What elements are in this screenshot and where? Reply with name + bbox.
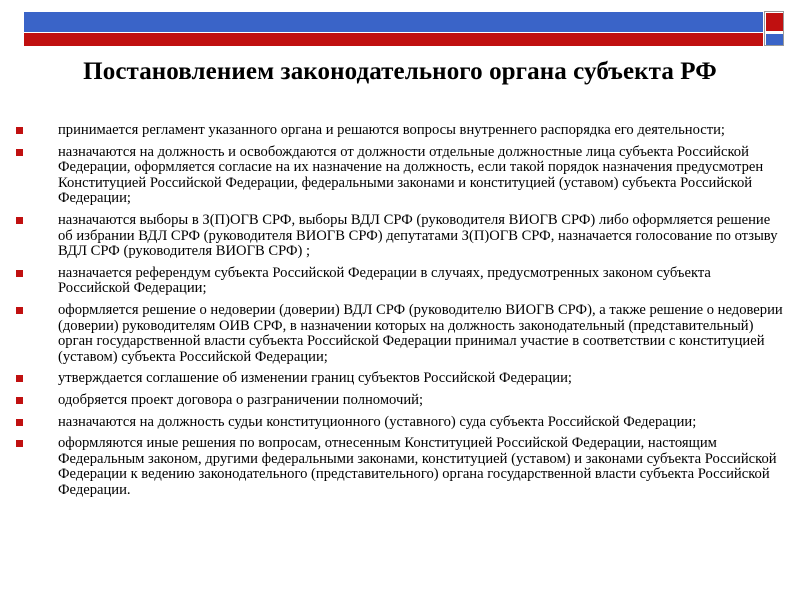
list-item-text: назначаются на должность судьи конституционного (уставного) суда субъекта Российской Федерации;: [58, 413, 697, 430]
bullet-square-icon: [16, 149, 23, 156]
bullet-square-icon: [16, 419, 23, 426]
bullet-square-icon: [16, 397, 23, 404]
list-item-text: назначаются выборы в З(П)ОГВ СРФ, выборы ВДЛ СРФ (руководителя ВИОГВ СРФ) либо оформляется решение об избрании ВДЛ СРФ (руководителя ВИОГВ СРФ) депутатами З(П)ОГВ СРФ, назначается голосование по отзыву ВДЛ СРФ (руководителя ВИОГВ СРФ) ;: [58, 211, 778, 260]
list-item: [14, 371, 786, 387]
bullet-square-icon: [16, 307, 23, 314]
list-item-text: назначаются на должность и освобождаются от должности отдельные должностные лица субъекта Российской Федерации, оформляется согласие на их назначение на должность, если такой порядок назначения предусмотрен Конституцией Российской Федерации, федеральными законами и конституцией (уставом) субъекта Российской Федерации;: [58, 143, 764, 207]
list-item: [14, 123, 786, 139]
bullet-square-icon: [16, 270, 23, 277]
list-item-text: принимается регламент указанного органа и решаются вопросы внутреннего распорядка его деятельности;: [58, 122, 725, 138]
list-item-text: назначается референдум субъекта Российской Федерации в случаях, предусмотренных законом субъекта Российской Федерации;: [58, 264, 711, 297]
list-item: [14, 303, 786, 365]
list-item: [14, 415, 786, 431]
list-item: [14, 145, 786, 207]
slide-title: Постановлением законодательного органа субъекта РФ: [83, 58, 717, 85]
list-item-text: оформляются иные решения по вопросам, отнесенным Конституцией Российской Федерации, настоящим Федеральным законом, другими федеральными законами, конституцией (уставом) и законами субъекта Российской Федерации к ведению законодательного (представительного) органа государственной власти субъекта Российской Федерации.: [58, 435, 777, 498]
list-item: [14, 393, 786, 409]
list-item: [14, 436, 786, 498]
bullet-square-icon: [16, 127, 23, 134]
bullet-list: [14, 123, 786, 504]
list-item: [14, 213, 786, 260]
list-item: [14, 266, 786, 297]
list-item-text: оформляется решение о недоверии (доверии) ВДЛ СРФ (руководителю ВИОГВ СРФ), а также решение о недоверии (доверии) руководителям ОИВ СРФ, в назначении которых на должность законодательный (представительный) орган государственной власти субъекта Российской Федерации принимал участие в соответствии с конституцией (уставом) субъекта Российской Федерации;: [58, 301, 783, 365]
bullet-square-icon: [16, 217, 23, 224]
header-red-bar: [24, 33, 763, 46]
list-item-text: утверждается соглашение об изменении границ субъектов Российской Федерации;: [58, 370, 572, 387]
bullet-square-icon: [16, 375, 23, 382]
corner-square-frame: [764, 11, 784, 46]
list-item-text: одобряется проект договора о разграничении полномочий;: [58, 391, 423, 408]
bullet-square-icon: [16, 440, 23, 447]
header-blue-bar: [24, 12, 763, 32]
